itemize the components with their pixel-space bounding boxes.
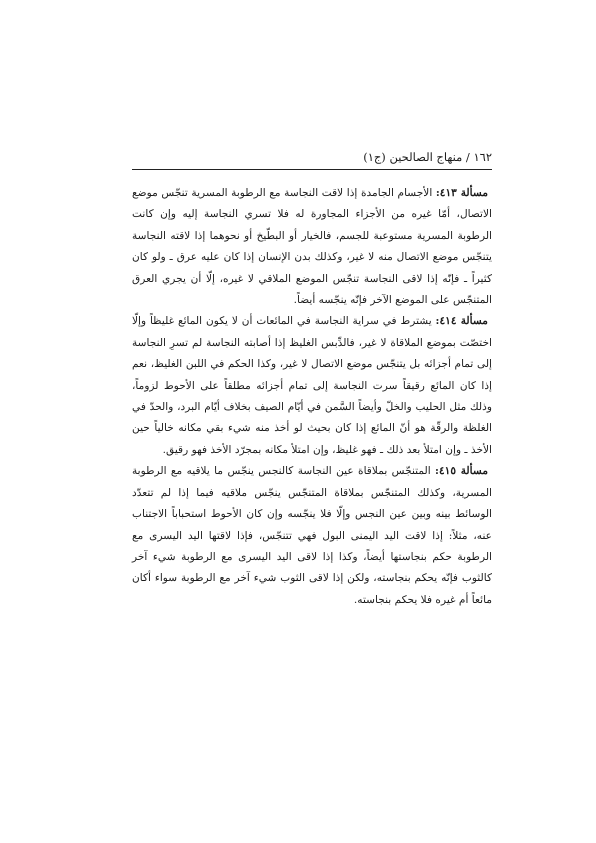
issue-paragraph-414 (132, 311, 492, 461)
issue-paragraph-415 (132, 461, 492, 611)
issue-text: يشترط في سراية النجاسة في المائعات أن لا يكون المائع غليظاً وإلّا اختصّت بموضع الملاقاة لا غير، فالدِّبس الغليظ إذا أصابته النجاسة لم تسرِ النجاسة إلى تمام أجزائه بل يتنجّس موضع الاتصال لا غير، وكذا الحكم في اللبن الغليظ، نعم إذا كان المائع رقيقاً سرت النجاسة إلى تمام أجزائه مطلقاً على الأحوط لزوماً، وذلك مثل الحليب والخلّ وأيضاً السَّمن في أيّام الصيف بخلاف أيّام البرد، والحدّ في الغلظة والرقّة هو أنّ المائع إذا كان بحيث لو أخذ منه شيء بقي مكانه خالياً حين الأخذ ـ وإن امتلأ بعد ذلك ـ فهو غليظ، وإن امتلأ مكانه بمجرّد الأخذ فهو رقيق. (132, 315, 492, 456)
issue-label: مسألة ٤١٤: (435, 315, 488, 328)
body-text (132, 183, 492, 611)
issue-text: الأجسام الجامدة إذا لاقت النجاسة مع الرطوبة المسرية تنجّس موضع الاتصال، أمّا غيره من الأجزاء المجاورة له فلا تسري النجاسة إليه وإن كانت الرطوبة المسرية مستوعبة للجسم، فالخيار أو البطّيخ أو نحوهما إذا لاقته النجاسة يتنجّس موضع الاتصال منه لا غير، وكذلك بدن الإنسان إذا كان عليه عرق ـ ولو كان كثيراً ـ فإنّه إذا لاقى النجاسة تنجّس الموضع الملاقي لا غيره، إلّا أن يجري العرق المتنجّس على الموضع الآخر فإنّه ينجّسه أيضاً. (132, 187, 492, 307)
issue-label: مسألة ٤١٥: (435, 465, 488, 478)
header-title: ١٦٢ / منهاج الصالحين (ج١) (363, 150, 492, 164)
issue-text: المتنجّس بملاقاة عين النجاسة كالنجس ينجّس ما يلاقيه مع الرطوبة المسرية، وكذلك المتنجّس بملاقاة المتنجّس ينجّس ملاقيه فيما إذا لم تتعدّد الوسائط بينه وبين عين النجس وإلّا فلا ينجّسه وإن كان الأحوط استحباباً الاجتناب عنه، مثلاً: إذا لاقت اليد اليمنى البول فهي تتنجّس، فإذا لاقتها اليد اليسرى مع الرطوبة حكم بنجاستها أيضاً، وكذا إذا لاقى اليد اليسرى مع الرطوبة شيء آخر كالثوب فإنّه يحكم بنجاسته، ولكن إذا لاقى الثوب شيء آخر مع الرطوبة سواء أكان مائعاً أم غيره فلا يحكم بنجاسته. (132, 465, 492, 606)
issue-label: مسألة ٤١٣: (435, 187, 489, 199)
running-header (132, 150, 492, 170)
issue-paragraph-413 (132, 183, 492, 311)
